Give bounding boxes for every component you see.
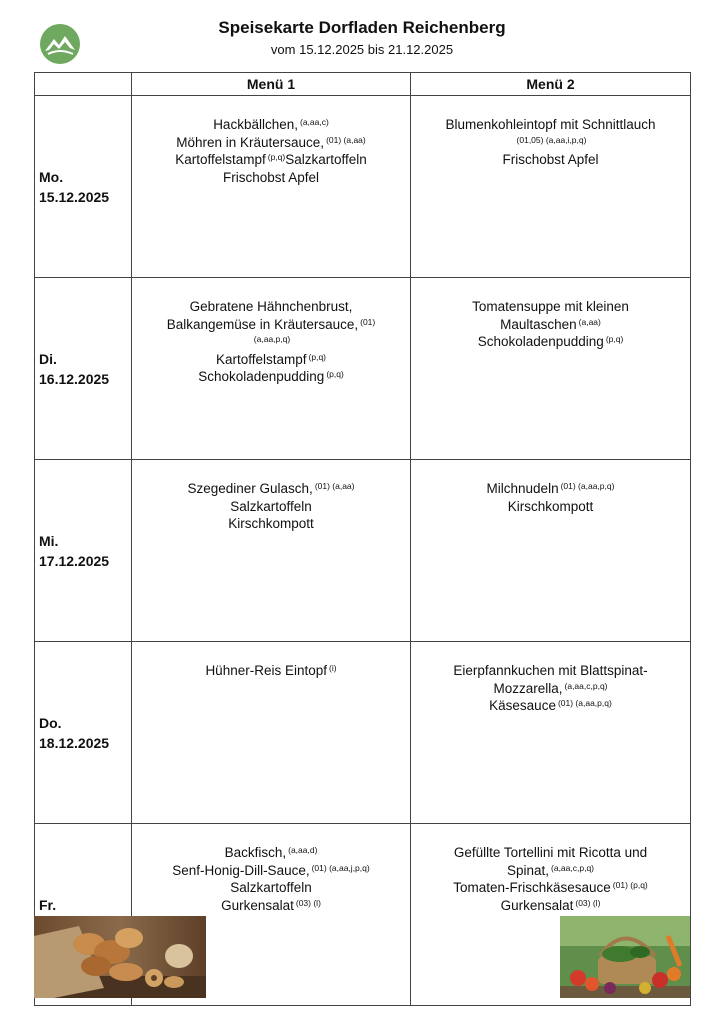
allergen-codes: (a,aa,c) [299,117,329,127]
dish-text: Maultaschen [500,316,577,332]
dish-text: Eierpfannkuchen mit Blattspinat- [453,663,648,678]
dish-line [138,515,404,533]
dish-text: Gebratene Hähnchenbrust, [189,299,353,314]
menu2-header: Menü 2 [411,73,691,96]
dish-line [138,169,404,187]
dish-text: Käsesauce [489,698,556,713]
dish-text: Spinat, [506,862,550,878]
allergen-codes: (01) (a,aa,p,q) [560,481,615,491]
table-row [35,278,691,460]
dish-text: Kirschkompott [228,516,314,531]
dish-text: Schokoladenpudding [477,334,604,349]
allergen-codes: (03) (l) [575,897,601,908]
dish-line [417,844,684,862]
dish-line [417,116,684,134]
dish-text: Tomatensuppe mit kleinen [472,299,629,314]
dish-text: Gefüllte Tortellini mit Ricotta und [453,845,648,860]
dish-line [138,116,404,134]
allergen-codes: (a,aa,p,q) [253,334,291,344]
dish-line [417,134,684,152]
allergen-codes: (a,aa) [578,316,601,327]
date: 16.12.2025 [39,370,110,387]
dish-text: Tomaten-Frischkäsesauce [453,880,611,895]
day-cell [35,96,132,278]
allergen-codes: (i) [329,663,337,673]
dish-line [417,480,684,498]
dish-text: Salzkartoffeln [230,498,312,514]
dish-text: Gurkensalat [500,897,574,913]
allergen-codes: (01) (a,aa) [326,134,366,145]
dish-text: Szegediner Gulasch, [187,481,313,496]
dish-line [417,333,684,351]
dish-line [138,333,404,351]
dish-text: Blumenkohleintopf mit Schnittlauch [445,117,656,132]
dish-line [417,316,684,334]
allergen-codes: (01) (p,q) [612,880,648,890]
allergen-codes: (01) (a,aa) [314,481,355,491]
menu1-cell [132,96,411,278]
day-cell [35,642,132,824]
dish-line [417,897,684,915]
dish-line [417,680,684,698]
dish-line [138,480,404,498]
dish-text: Backfisch, [224,845,287,860]
dish-text: Kartoffelstampf [175,152,266,167]
dish-line [417,662,684,680]
dish-line [138,316,404,334]
allergen-codes: (p,q) [326,369,344,379]
menu2-cell [411,460,691,642]
dish-text: Salzkartoffeln [285,152,367,167]
dish-line [138,351,404,369]
menu2-cell [411,96,691,278]
dish-text: Kartoffelstampf [215,351,307,367]
dish-line [138,862,404,880]
weekday: Fr. [39,896,57,913]
day-cell [35,460,132,642]
dish-line [138,368,404,386]
dish-line [417,151,684,169]
allergen-codes: (p,q) [308,351,327,362]
menu1-cell [132,642,411,824]
dish-line [138,879,404,897]
menu2-cell [411,642,691,824]
header-row [35,73,691,96]
dish-line [417,862,684,880]
dish-text: Milchnudeln [486,481,559,496]
dish-line [417,879,684,897]
weekday: Do. [39,714,62,731]
date: 17.12.2025 [39,552,110,569]
dish-text: Salzkartoffeln [230,880,312,895]
dish-text: Hühner-Reis Eintopf [205,663,327,678]
date: 18.12.2025 [39,734,110,751]
allergen-codes: (01) (a,aa,j,p,q) [311,862,370,873]
dish-text: Frischobst Apfel [222,169,320,185]
dish-line [138,298,404,316]
weekday: Mo. [39,168,64,185]
table-row [35,96,691,278]
dish-line [138,498,404,516]
dish-text: Möhren in Kräutersauce, [176,134,325,150]
dish-line [138,897,404,915]
vegetables-photo [560,916,690,998]
date: 15.12.2025 [39,188,110,205]
dish-line [138,662,404,680]
menu1-cell [132,278,411,460]
dish-line [138,151,404,169]
dish-text: Gurkensalat [221,897,294,913]
menu1-header: Menü 1 [132,73,411,96]
day-cell [35,278,132,460]
allergen-codes: (01) [360,316,376,327]
allergen-codes: (01) (a,aa,p,q) [557,698,612,708]
menu-table [34,72,691,1006]
weekday: Mi. [39,532,59,549]
allergen-codes: (01,05) (a,aa,i,p,q) [516,134,587,145]
allergen-codes: (p,q) [605,334,624,344]
page-title: Speisekarte Dorfladen Reichenberg [218,18,506,37]
allergen-codes: (a,aa,c,p,q) [564,680,608,691]
dish-line [417,697,684,715]
dish-line [417,298,684,316]
date-range: vom 15.12.2025 bis 21.12.2025 [270,42,454,57]
allergen-codes: (a,aa,d) [288,845,318,855]
dish-text: Frischobst Apfel [502,152,599,167]
dish-text: Schokoladenpudding [198,369,325,384]
dish-text: Kirschkompott [507,498,594,514]
weekday: Di. [39,350,57,367]
dish-text: Balkangemüse in Kräutersauce, [166,316,359,332]
allergen-codes: (03) (l) [295,897,321,908]
dish-text: Senf-Honig-Dill-Sauce, [172,862,310,878]
corner-cell [35,73,132,96]
menu2-cell [411,278,691,460]
allergen-codes: (a,aa,c,p,q) [551,862,595,873]
table-row [35,460,691,642]
menu1-cell [132,460,411,642]
allergen-codes: (p,q) [267,152,286,162]
table-row [35,642,691,824]
dish-text: Mozzarella, [493,680,563,696]
bread-photo [34,916,206,998]
dish-line [138,844,404,862]
dish-line [138,134,404,152]
dish-line [417,498,684,516]
dish-text: Hackbällchen, [213,117,298,132]
